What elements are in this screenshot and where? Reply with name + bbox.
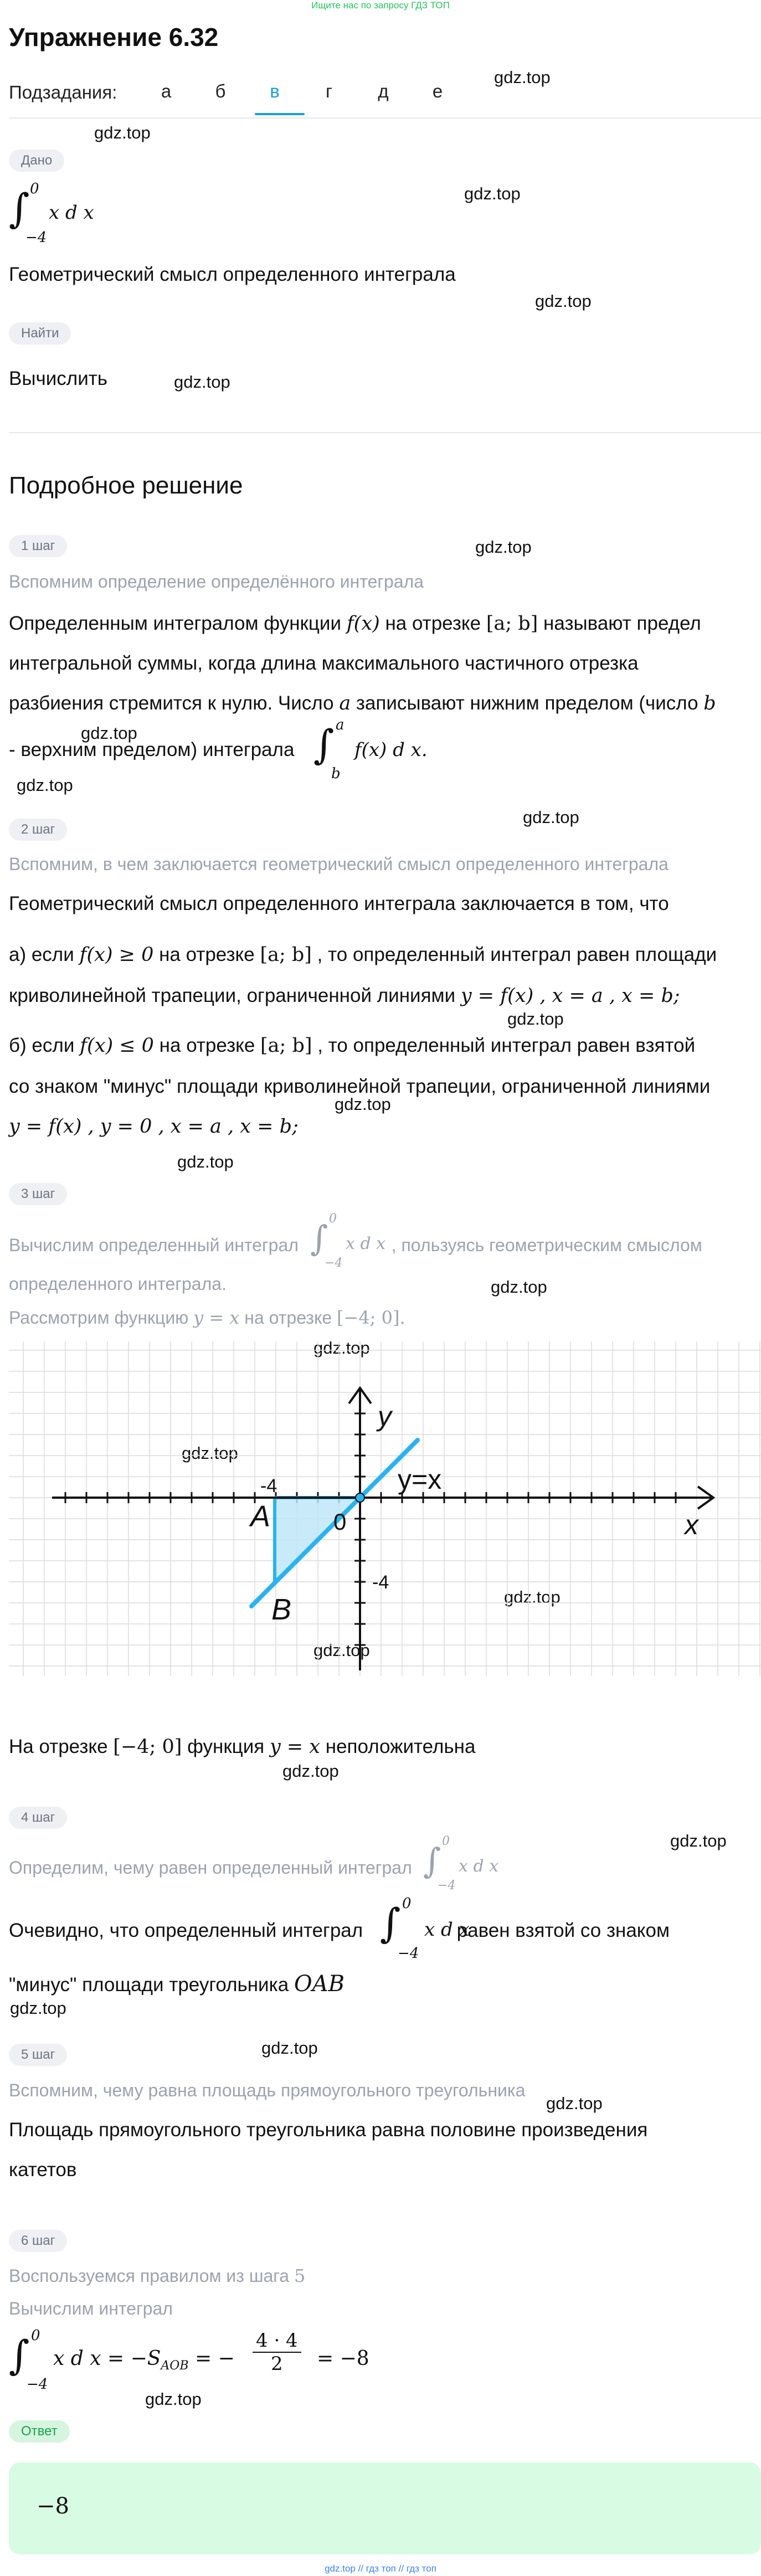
watermark: gdz.top (507, 1009, 564, 1029)
function-graph (9, 1341, 761, 1676)
tab-a[interactable]: а (161, 81, 172, 101)
step4-hint-integral: ∫ 0 −4 x d x (423, 1834, 499, 1893)
graph-grid (9, 1341, 761, 1676)
subtasks-label: Подзадания: (9, 82, 117, 102)
watermark: gdz.top (94, 123, 151, 142)
x-tick-label: -4 (260, 1475, 277, 1497)
step3-conclusion: На отрезке [−4; 0] функция y = x неположительна (9, 1736, 476, 1758)
step6-hint2: Вычислим интеграл (9, 2299, 173, 2318)
step1-line3: разбиения стремится к нулю. Число a записывают нижним пределом (число b (9, 692, 716, 714)
step3-hint1: Вычислим определенный интеграл , пользуясь геометрическим смыслом (9, 1235, 702, 1255)
watermark: gdz.top (313, 1338, 370, 1358)
top-banner[interactable]: Ищите нас по запросу ГДЗ ТОП (311, 0, 450, 11)
watermark: gdz.top (670, 1831, 727, 1850)
active-tab-indicator (255, 113, 305, 115)
step4-integral: ∫ 0 −4 x d x (380, 1895, 470, 1962)
step6-equation: ∫ 0 −4 x d $x = -S_{AOB}$ = − $\frac{4 \cdot 4}{2}$ = −8 (9, 2327, 369, 2393)
tab-g[interactable]: г (325, 81, 333, 101)
tab-d[interactable]: д (378, 81, 389, 101)
watermark: gdz.top (494, 68, 551, 87)
origin-label: 0 (333, 1509, 347, 1535)
watermark: gdz.top (10, 1998, 66, 2018)
step3-chip: 3 шаг (9, 1183, 67, 1205)
watermark: gdz.top (145, 2389, 202, 2409)
watermark: gdz.top (335, 1094, 391, 1114)
page-title: Упражнение 6.32 (9, 23, 219, 52)
step6-chip: 6 шаг (9, 2230, 67, 2252)
answer-box (9, 2462, 761, 2554)
watermark: gdz.top (464, 184, 521, 203)
step2-line2: а) если f(x) ≥ 0 на отрезке [a; b] , то определенный интеграл равен площади (9, 944, 717, 966)
watermark: gdz.top (17, 775, 73, 795)
step1-integral: ∫ a b f(x) d x. (313, 717, 428, 782)
watermark: gdz.top (504, 1587, 561, 1607)
tabs-divider (9, 117, 761, 119)
step5-line1: Площадь прямоугольного треугольника равна половине произведения (9, 2119, 648, 2141)
line-label: y=x (398, 1464, 442, 1495)
step3-integral: ∫ 0 −4 x d x (310, 1212, 386, 1270)
watermark: gdz.top (546, 2094, 603, 2113)
step4-line2: "минус" площади треугольника OAB (9, 1971, 344, 1997)
step4-chip: 4 шаг (9, 1807, 67, 1829)
watermark: gdz.top (313, 1641, 370, 1660)
watermark: gdz.top (81, 723, 137, 743)
step3-hint2: определенного интеграла. (9, 1274, 227, 1294)
step1-line1: Определенным интегралом функции f(x) на отрезке [a; b] называют предел (9, 613, 701, 635)
step2-line5: со знаком "минус" площади криволинейной трапеции, ограниченной линиями (9, 1076, 711, 1097)
given-chip: Дано (9, 150, 64, 172)
step1-line4: - верхним пределом) интеграла (9, 739, 295, 760)
step1-line2: интегральной суммы, когда длина максимального частичного отрезка (9, 652, 639, 674)
watermark: gdz.top (535, 291, 592, 311)
tab-e[interactable]: е (432, 81, 443, 101)
watermark: gdz.top (261, 2038, 318, 2058)
watermark: gdz.top (282, 1761, 339, 1781)
step6-hint1: Воспользуемся правилом из шага 5 (9, 2265, 306, 2286)
step5-line2: катетов (9, 2159, 77, 2181)
point-b-label: B (271, 1593, 292, 1626)
watermark: gdz.top (523, 808, 579, 827)
given-integral: ∫ 0 −4 x d x (9, 181, 94, 246)
step5-hint: Вспомним, чему равна площадь прямоугольного треугольника (9, 2080, 526, 2100)
step1-hint: Вспомним определение определённого интеграла (9, 572, 424, 592)
step2-chip: 2 шаг (9, 819, 67, 841)
tab-b[interactable]: б (215, 81, 226, 101)
watermark: gdz.top (475, 537, 532, 557)
find-chip: Найти (9, 322, 71, 345)
x-axis-label: x (685, 1509, 698, 1540)
step2-hint: Вспомним, в чем заключается геометрический смысл определенного интеграла (9, 854, 669, 874)
footer-links[interactable]: gdz.top // гдз топ // гдз топ (325, 2563, 436, 2574)
step5-chip: 5 шаг (9, 2044, 67, 2066)
answer-chip: Ответ (9, 2420, 70, 2443)
step4-line1: Очевидно, что определенный интеграл равен взятой со знаком (9, 1920, 670, 1941)
watermark: gdz.top (491, 1277, 547, 1297)
step2-line1: Геометрический смысл определенного интеграла заключается в том, что (9, 893, 669, 914)
step2-line3: криволинейной трапеции, ограниченной линиями y = f(x) , x = a , x = b; (9, 985, 680, 1007)
tab-v[interactable]: в (270, 81, 280, 101)
section-divider (9, 432, 761, 433)
point-a-label: A (250, 1500, 271, 1533)
step1-chip: 1 шаг (9, 535, 67, 557)
y-axis-label: y (378, 1401, 392, 1432)
answer-value: −8 (37, 2493, 69, 2519)
origin-point (356, 1493, 364, 1502)
given-text: Геометрический смысл определенного интеграла (9, 264, 456, 285)
find-text: Вычислить (9, 368, 108, 389)
step4-hint: Определим, чему равен определенный интеграл (9, 1858, 412, 1878)
step2-line4: б) если f(x) ≤ 0 на отрезке [a; b] , то определенный интеграл равен взятой (9, 1035, 696, 1057)
watermark: gdz.top (177, 1152, 234, 1171)
step3-hint3: Рассмотрим функцию y = x на отрезке [−4; 0]. (9, 1307, 405, 1328)
watermark: gdz.top (182, 1443, 238, 1463)
axis-ticks (65, 1413, 676, 1645)
watermark: gdz.top (174, 372, 230, 392)
solution-title: Подробное решение (9, 472, 243, 499)
step2-line6: y = f(x) , y = 0 , x = a , x = b; (9, 1115, 299, 1138)
y-tick-label: -4 (372, 1572, 389, 1593)
